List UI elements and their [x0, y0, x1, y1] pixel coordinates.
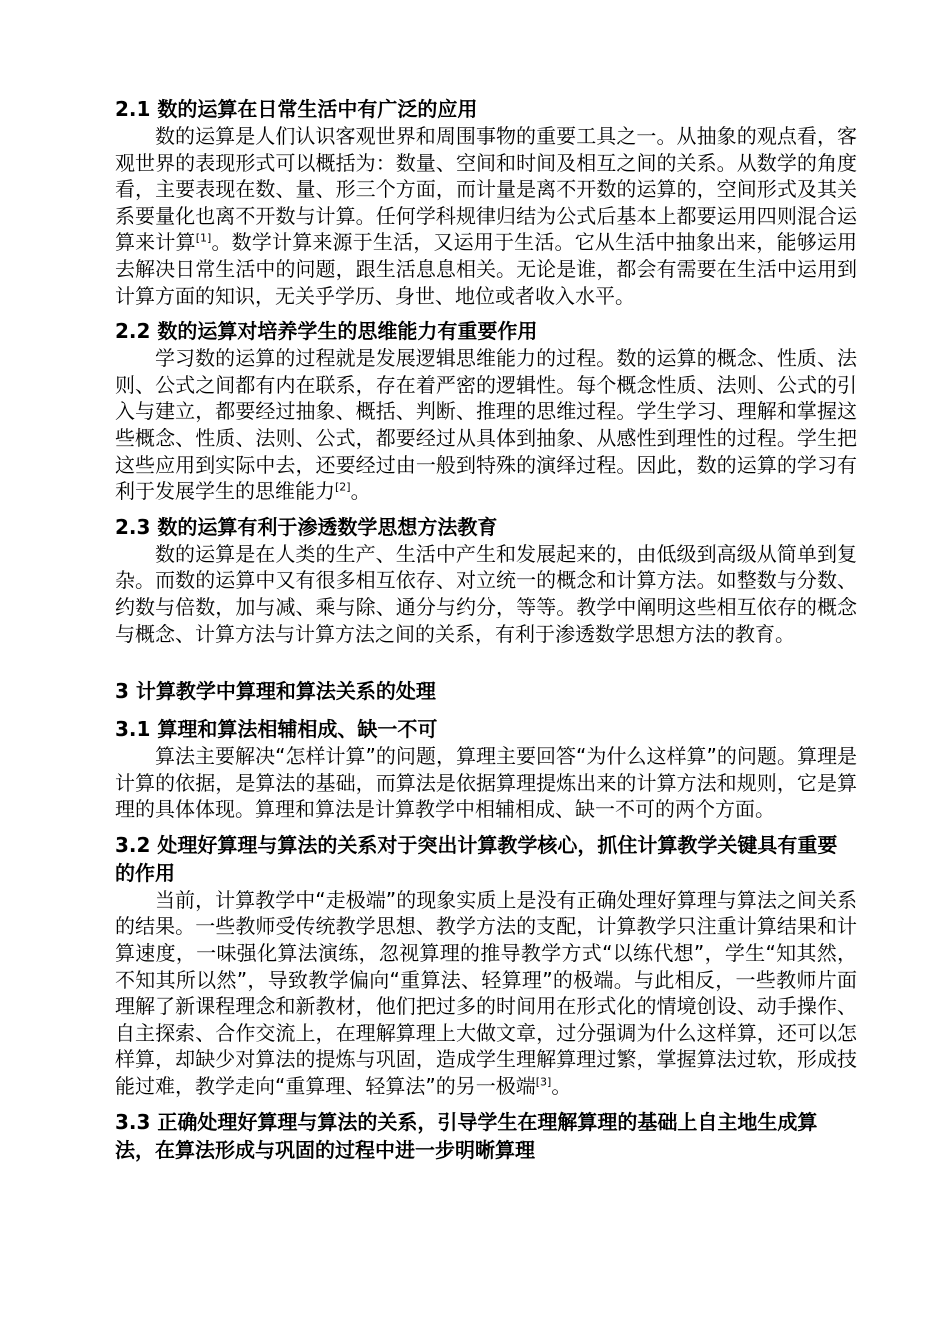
section-2-2-paragraph [115, 345, 857, 505]
section-2-3-paragraph: 数的运算是在人类的生产、生活中产生和发展起来的，由低级到高级从简单到复杂。而数的运算中又有很多相互依存、对立统一的概念和计算方法。如整数与分数、约数与倍数，加与减、乘与除、通分与约分，等等。教学中阐明这些相互依存的概念与概念、计算方法与计算方法之间的关系，有利于渗透数学思想方法的教育。 [115, 541, 857, 646]
citation-3: [3] [535, 1075, 552, 1089]
section-3-heading: 3 计算教学中算理和算法关系的处理 [115, 679, 436, 704]
document-page [115, 95, 857, 1164]
section-2-2-text-b: 。 [350, 479, 371, 504]
section-3-3-heading: 3.3 正确处理好算理与算法的关系，引导学生在理解算理的基础上自主地生成算法，在算法形成与巩固的过程中进一步明晰算理 [115, 1109, 818, 1162]
section-3-1-heading: 3.1 算理和算法相辅相成、缺一不可 [115, 717, 438, 742]
section-3-1-paragraph: 算法主要解决“怎样计算”的问题，算理主要回答“为什么这样算”的问题。算理是计算的依据，是算法的基础，而算法是依据算理提炼出来的计算方法和规则，它是算理的具体体现。算理和算法是计算教学中相辅相成、缺一不可的两个方面。 [115, 744, 857, 822]
section-3-2-text-a: 当前，计算教学中“走极端”的现象实质上是没有正确处理好算理与算法之间关系的结果。一些教师受传统教学思想、教学方法的支配，计算教学只注重计算结果和计算速度，一味强化算法演练，忽视算理的推导教学方式“以练代想”，学生“知其然，不知其所以然”，导致教学偏向“重算法、轻算理”的极端。与此相反，一些教师片面理解了新课程理念和新教材，他们把过多的时间用在形式化的情境创设、动手操作、自主探索、合作交流上，在理解算理上大做文章，过分强调为什么这样算，还可以怎样算，却缺少对算法的提炼与巩固，造成学生理解算理过繁，掌握算法过软，形成技能过难，教学走向“重算理、轻算法”的另一极端 [115, 887, 857, 1099]
section-2-1-text-b: 。数学计算来源于生活，又运用于生活。它从生活中抽象出来，能够运用去解决日常生活中的问题，跟生活息息相关。无论是谁，都会有需要在生活中运用到计算方面的知识，无关乎学历、身世、地位或者收入水平。 [115, 230, 858, 308]
section-2-2-heading: 2.2 数的运算对培养学生的思维能力有重要作用 [115, 319, 538, 344]
section-2-1-text-a: 数的运算是人们认识客观世界和周围事物的重要工具之一。从抽象的观点看，客观世界的表现形式可以概括为：数量、空间和时间及相互之间的关系。从数学的角度看，主要表现在数、量、形三个方面，而计量是离不开数的运算的，空间形式及其关系要量化也离不开数与计算。任何学科规律归结为公式后基本上都要运用四则混合运算来计算 [115, 124, 857, 255]
section-2-1-heading: 2.1 数的运算在日常生活中有广泛的应用 [115, 97, 478, 121]
citation-2: [2] [335, 480, 351, 494]
section-2-2-text-a: 学习数的运算的过程就是发展逻辑思维能力的过程。数的运算的概念、性质、法则、公式之间都有内在联系，存在着严密的逻辑性。每个概念性质、法则、公式的引入与建立，都要经过抽象、概括、判断、推理的思维过程。学生学习、理解和掌握这些概念、性质、法则、公式，都要经过从具体到抽象、从感性到理性的过程。学生把这些应用到实际中去，还要经过由一般到特殊的演绎过程。因此，数的运算的学习有利于发展学生的思维能力 [115, 346, 857, 504]
section-3-2-heading: 3.2 处理好算理与算法的关系对于突出计算教学核心，抓住计算教学关键具有重要的作用 [115, 832, 838, 885]
section-2-1-paragraph [115, 123, 857, 309]
section-2-3-heading: 2.3 数的运算有利于渗透数学思想方法教育 [115, 514, 498, 539]
section-3-2-paragraph [115, 887, 857, 1100]
citation-1: [1] [195, 231, 212, 245]
section-3-2-text-b: 。 [551, 1074, 572, 1099]
